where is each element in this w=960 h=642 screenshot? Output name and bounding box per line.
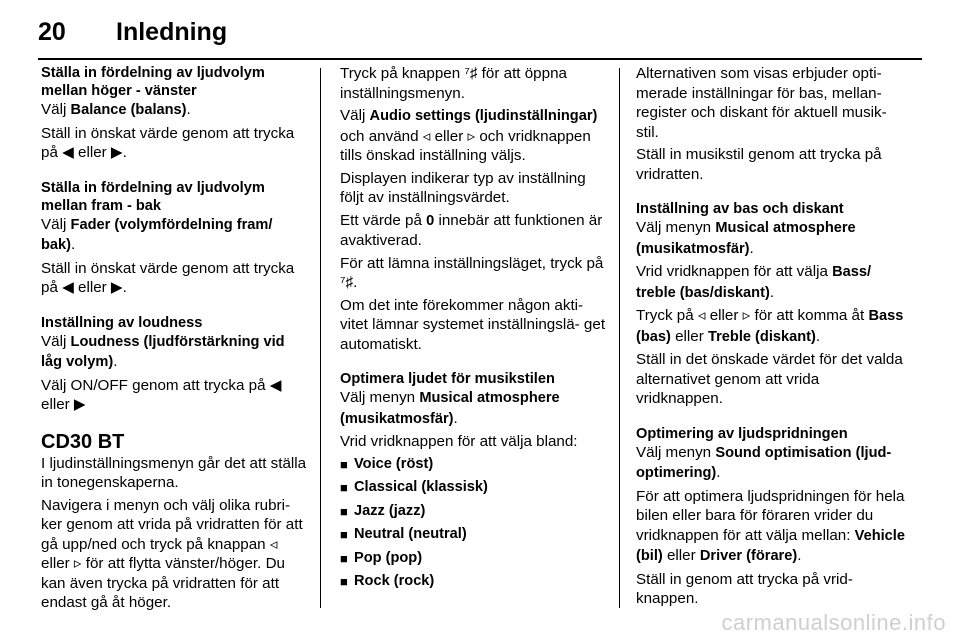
paragraph: [41, 100, 308, 121]
header-rule: [38, 58, 922, 60]
paragraph: [340, 211, 610, 251]
paragraph: Välj ON/OFF genom att trycka på ◀ eller ▶: [41, 376, 282, 413]
section-title: CD30 BT: [41, 430, 125, 453]
list-item-label: Voice (röst): [354, 455, 434, 472]
text: .: [749, 239, 754, 257]
list-item: [340, 525, 610, 545]
menu-option: Musical atmosphere (musikatmosfär): [340, 390, 560, 427]
paragraph: Tryck på knappen ⁷♯ för att öppna inställningsmenyn.: [340, 65, 567, 102]
text: Välj menyn: [340, 389, 420, 406]
text: .: [453, 409, 458, 427]
text: .: [815, 327, 821, 345]
text: .: [769, 283, 775, 301]
paragraph: Navigera i menyn och välj olika rubri- ker genom att vrida på vridratten för att gå upp/ned och tryck på knappan ◃ eller ▹ för att flytta vänster/höger. Du kan även trycka på vridratten för att endast gå åt höger.: [41, 496, 303, 611]
list-item-label: Classical (klassisk): [354, 479, 488, 495]
paragraph: [340, 106, 610, 166]
text: Välj menyn: [636, 219, 716, 236]
text: Välj: [41, 215, 71, 233]
paragraph: Ställ in önskat värde genom att trycka på ◀ eller ▶.: [41, 259, 295, 296]
page-number: 20: [38, 18, 66, 46]
text: För att optimera ljudspridningen för hela bilen eller bara för föraren vrider du vridknappen för att välja mellan:: [636, 487, 905, 544]
menu-option: Vehicle (bil): [636, 527, 905, 564]
menu-option: Driver (förare): [699, 548, 798, 564]
text: Välj: [41, 101, 71, 118]
list-item: [340, 455, 610, 475]
paragraph: För att lämna inställningsläget, tryck på ⁷♯.: [340, 254, 604, 291]
text: .: [186, 101, 191, 118]
paragraph: [636, 487, 908, 567]
paragraph: I ljudinställningsmenyn går det att ställa in tonegenskaperna.: [41, 454, 307, 491]
column-divider: [619, 68, 620, 608]
section-heading: Optimera ljudet för musikstilen: [340, 371, 555, 387]
list-item-label: Rock (rock): [354, 573, 435, 589]
section-heading: Ställa in fördelning av ljudvolym mellan fram - bak: [41, 179, 265, 214]
list-item-label: Jazz (jazz): [354, 502, 426, 519]
section-heading: Optimering av ljudspridningen: [636, 425, 848, 442]
column-divider: [320, 68, 321, 608]
list-item: [340, 549, 610, 569]
text: Ett värde på: [340, 211, 427, 229]
menu-option: Treble (diskant): [708, 328, 816, 345]
watermark: carmanualsonline.info: [721, 610, 946, 635]
menu-option: Audio settings (ljudinställningar): [369, 108, 598, 124]
paragraph: [636, 262, 908, 303]
text: eller: [662, 547, 700, 564]
section-heading: Ställa in fördelning av ljudvolym mellan höger - vänster: [41, 65, 265, 99]
text: .: [71, 236, 76, 253]
paragraph: Ställ in önskat värde genom att trycka på ◀ eller ▶.: [41, 124, 295, 161]
bullet-icon: ■: [340, 503, 348, 519]
list-item: [340, 478, 610, 498]
section-heading: Inställning av loudness: [41, 314, 203, 331]
section-heading: Inställning av bas och diskant: [636, 201, 844, 217]
menu-option: Loudness (ljudförstärkning vid låg volym): [41, 333, 285, 370]
paragraph: [636, 306, 908, 347]
paragraph: [41, 215, 308, 256]
text: innebär att funktionen är avaktiverad.: [340, 211, 603, 249]
text: Välj menyn: [636, 443, 716, 461]
paragraph: Displayen indikerar typ av inställning följt av inställningsvärdet.: [340, 169, 586, 206]
list-item: [340, 572, 610, 592]
text: Tryck på ◃ eller ▹ för att komma åt: [636, 307, 869, 324]
paragraph: [41, 332, 308, 373]
bullet-icon: ■: [340, 550, 348, 566]
text: .: [716, 464, 721, 481]
menu-option: Musical atmosphere (musikatmosfär): [636, 220, 856, 257]
paragraph: [636, 443, 908, 484]
text: och använd ◃ eller ▹ och vridknappen tills önskad inställning väljs.: [340, 127, 591, 164]
paragraph: [340, 388, 610, 429]
paragraph: Om det inte förekommer någon akti- vitet lämnar systemet inställningslä- get automatiskt.: [340, 296, 606, 353]
bullet-icon: ■: [340, 480, 348, 495]
paragraph: Ställ in musikstil genom att trycka på vridratten.: [636, 146, 882, 183]
menu-option: Bass (bas): [636, 308, 904, 345]
column-left: [41, 64, 308, 616]
bullet-icon: ■: [340, 574, 348, 589]
list-item-label: Pop (pop): [354, 549, 423, 566]
list-item: [340, 502, 610, 522]
text: eller: [670, 327, 709, 345]
paragraph: [636, 218, 908, 259]
text: Välj: [340, 107, 370, 124]
paragraph: Ställ in genom att trycka på vrid- knappen.: [636, 570, 853, 607]
bullet-icon: ■: [340, 456, 348, 472]
paragraph: Ställ in det önskade värdet för det valda alternativet genom att vrida vridknappen.: [636, 351, 903, 407]
column-middle: [340, 64, 610, 596]
value: 0: [426, 212, 435, 229]
list-item-label: Neutral (neutral): [354, 526, 467, 542]
column-right: [636, 64, 908, 612]
menu-option: Sound optimisation (ljud- optimering): [636, 444, 892, 481]
menu-option: Balance (balans): [70, 102, 187, 118]
paragraph: Alternativen som visas erbjuder opti- merade inställningar för bas, mellan- register och diskant för aktuell musik- stil.: [636, 65, 887, 141]
text: Vrid vridknappen för att välja: [636, 263, 833, 280]
text: .: [113, 353, 118, 370]
page-title: Inledning: [116, 18, 228, 46]
menu-option: Bass/ treble (bas/diskant): [636, 264, 872, 301]
menu-option: Fader (volymfördelning fram/ bak): [41, 216, 273, 253]
bullet-icon: ■: [340, 527, 348, 542]
text: .: [797, 547, 802, 564]
page-header: [38, 18, 227, 48]
text: Välj: [41, 332, 71, 350]
paragraph: Vrid vridknappen för att välja bland:: [340, 433, 578, 450]
